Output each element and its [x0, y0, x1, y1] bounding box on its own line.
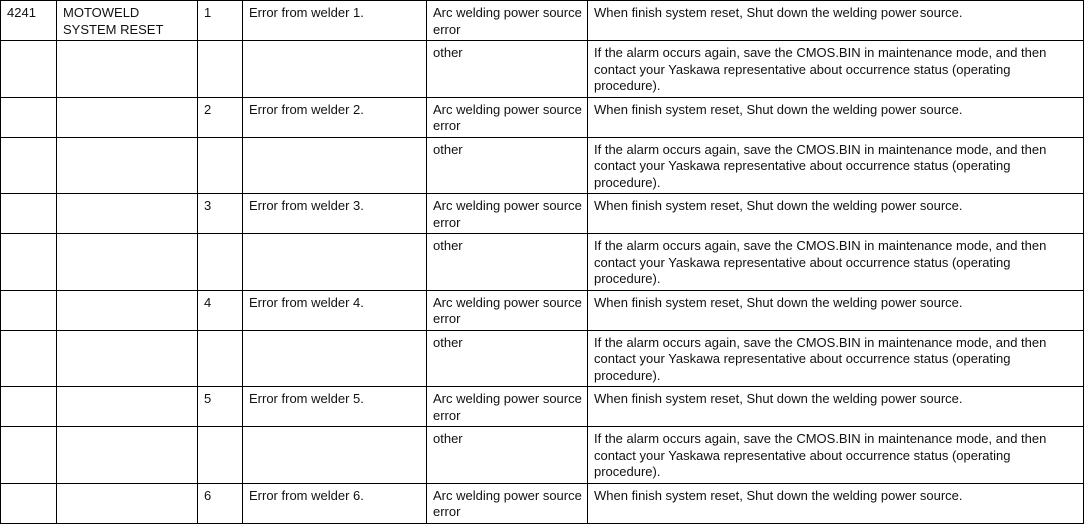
sub-code-cell: 2 [198, 97, 243, 137]
remedy-cell: If the alarm occurs again, save the CMOS.BIN in maintenance mode, and then contact your Yaskawa representative about occurrence status (operating procedure). [588, 41, 1084, 98]
meaning-cell: Error from welder 5. [243, 387, 427, 427]
alarm-name-cell [57, 330, 198, 387]
alarm-name-cell: MOTOWELD SYSTEM RESET [57, 1, 198, 41]
sub-code-cell [198, 137, 243, 194]
alarm-number-cell [1, 330, 57, 387]
cause-cell: Arc welding power source error [427, 483, 588, 523]
sub-code-cell: 6 [198, 483, 243, 523]
cause-cell: Arc welding power source error [427, 1, 588, 41]
meaning-cell [243, 137, 427, 194]
sub-code-cell [198, 427, 243, 484]
alarm-number-cell [1, 387, 57, 427]
meaning-cell: Error from welder 4. [243, 290, 427, 330]
alarm-name-cell [57, 137, 198, 194]
cause-cell: Arc welding power source error [427, 194, 588, 234]
alarm-number-cell [1, 137, 57, 194]
cause-cell: other [427, 137, 588, 194]
meaning-cell [243, 41, 427, 98]
cause-cell: Arc welding power source error [427, 97, 588, 137]
table-row [1, 1, 1084, 41]
sub-code-cell: 4 [198, 290, 243, 330]
table-row [1, 97, 1084, 137]
alarm-number-cell [1, 97, 57, 137]
table-row [1, 137, 1084, 194]
alarm-number-cell [1, 234, 57, 291]
meaning-cell: Error from welder 3. [243, 194, 427, 234]
alarm-name-cell [57, 483, 198, 523]
alarm-name-cell [57, 194, 198, 234]
remedy-cell: If the alarm occurs again, save the CMOS.BIN in maintenance mode, and then contact your Yaskawa representative about occurrence status (operating procedure). [588, 427, 1084, 484]
remedy-cell: If the alarm occurs again, save the CMOS.BIN in maintenance mode, and then contact your Yaskawa representative about occurrence status (operating procedure). [588, 330, 1084, 387]
meaning-cell [243, 330, 427, 387]
table-row [1, 234, 1084, 291]
alarm-name-cell [57, 234, 198, 291]
cause-cell: other [427, 427, 588, 484]
alarm-number-cell [1, 41, 57, 98]
table-row [1, 387, 1084, 427]
alarm-number-cell [1, 483, 57, 523]
cause-cell: other [427, 330, 588, 387]
remedy-cell: When finish system reset, Shut down the welding power source. [588, 97, 1084, 137]
table-row [1, 41, 1084, 98]
cause-cell: other [427, 41, 588, 98]
alarm-name-cell [57, 387, 198, 427]
cause-cell: other [427, 234, 588, 291]
alarm-number-cell [1, 194, 57, 234]
meaning-cell: Error from welder 2. [243, 97, 427, 137]
remedy-cell: When finish system reset, Shut down the welding power source. [588, 483, 1084, 523]
alarm-name-cell [57, 290, 198, 330]
alarm-number-cell [1, 290, 57, 330]
remedy-cell: When finish system reset, Shut down the welding power source. [588, 194, 1084, 234]
sub-code-cell [198, 234, 243, 291]
sub-code-cell [198, 330, 243, 387]
cause-cell: Arc welding power source error [427, 290, 588, 330]
cause-cell: Arc welding power source error [427, 387, 588, 427]
sub-code-cell [198, 41, 243, 98]
alarm-table-body [1, 1, 1084, 524]
remedy-cell: If the alarm occurs again, save the CMOS.BIN in maintenance mode, and then contact your Yaskawa representative about occurrence status (operating procedure). [588, 234, 1084, 291]
alarm-number-cell [1, 427, 57, 484]
sub-code-cell: 1 [198, 1, 243, 41]
alarm-name-cell [57, 427, 198, 484]
remedy-cell: When finish system reset, Shut down the welding power source. [588, 1, 1084, 41]
table-row [1, 427, 1084, 484]
alarm-name-cell [57, 97, 198, 137]
table-row [1, 330, 1084, 387]
alarm-name-cell [57, 41, 198, 98]
remedy-cell: If the alarm occurs again, save the CMOS.BIN in maintenance mode, and then contact your Yaskawa representative about occurrence status (operating procedure). [588, 137, 1084, 194]
table-row [1, 194, 1084, 234]
sub-code-cell: 3 [198, 194, 243, 234]
meaning-cell [243, 427, 427, 484]
meaning-cell: Error from welder 1. [243, 1, 427, 41]
table-row [1, 290, 1084, 330]
table-row [1, 483, 1084, 523]
sub-code-cell: 5 [198, 387, 243, 427]
alarm-number-cell: 4241 [1, 1, 57, 41]
meaning-cell: Error from welder 6. [243, 483, 427, 523]
remedy-cell: When finish system reset, Shut down the welding power source. [588, 387, 1084, 427]
meaning-cell [243, 234, 427, 291]
remedy-cell: When finish system reset, Shut down the welding power source. [588, 290, 1084, 330]
